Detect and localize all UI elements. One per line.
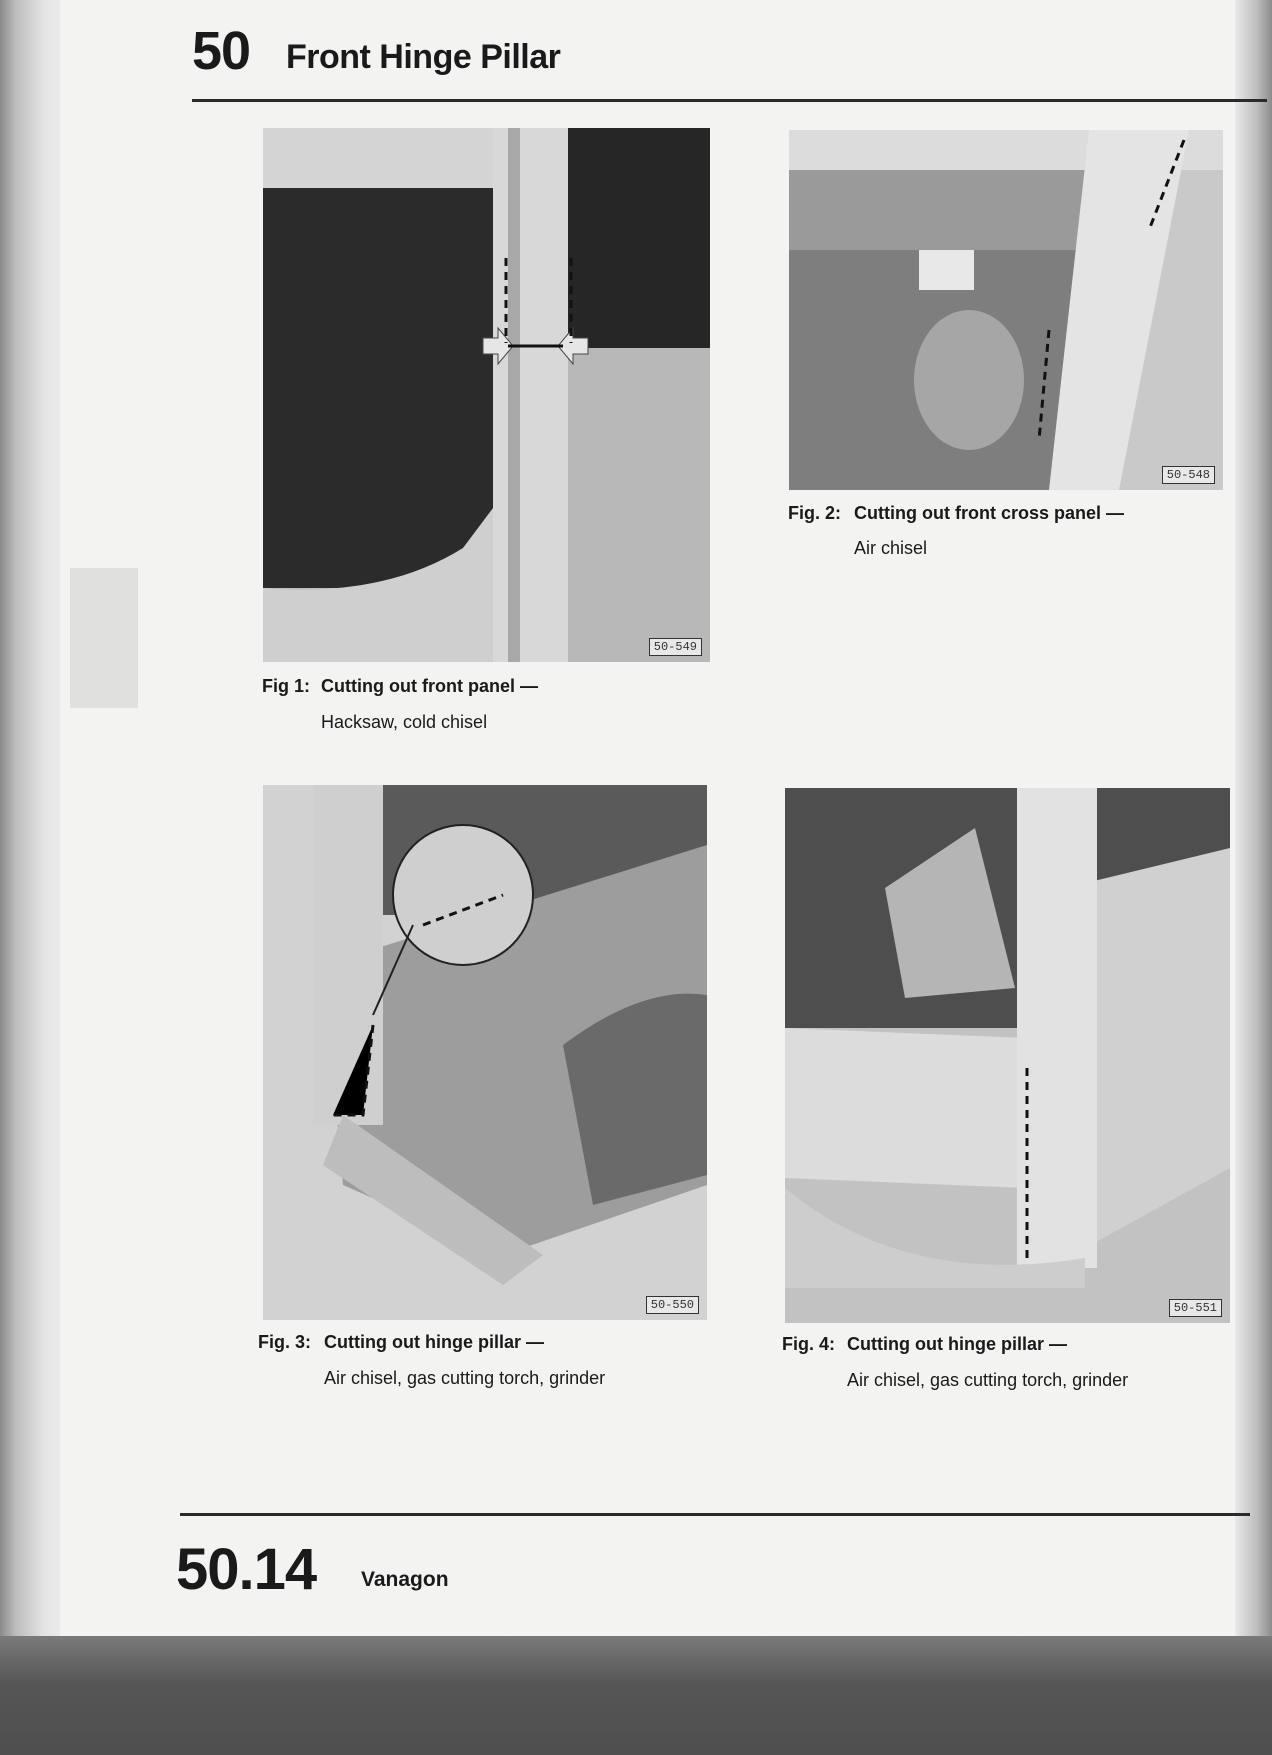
figure-3-id: 50-550 [646, 1296, 699, 1314]
chapter-number: 50 [192, 21, 251, 81]
figure-4-photo [785, 788, 1230, 1323]
thumb-index-tab [70, 568, 138, 708]
figure-3-photo [263, 785, 707, 1320]
figure-3-label: Fig. 3: [258, 1332, 311, 1352]
page-edge [1235, 0, 1272, 1640]
footer-rule [180, 1513, 1250, 1516]
figure-1-tools: Hacksaw, cold chisel [321, 712, 488, 732]
figure-2-title: Cutting out front cross panel — [854, 503, 1124, 523]
figure-2-photo [789, 130, 1223, 490]
figure-4-title: Cutting out hinge pillar — [847, 1334, 1067, 1354]
figure-3-title: Cutting out hinge pillar — [324, 1332, 544, 1352]
figure-1-photo [263, 128, 710, 662]
header-rule [192, 99, 1267, 102]
figure-2-tools: Air chisel [854, 538, 928, 558]
figure-3-tools: Air chisel, gas cutting torch, grinder [324, 1368, 606, 1388]
figure-4-tools: Air chisel, gas cutting torch, grinder [847, 1370, 1129, 1390]
model-name: Vanagon [361, 1568, 449, 1591]
figure-4-label: Fig. 4: [782, 1334, 835, 1354]
figure-2-id: 50-548 [1162, 466, 1215, 484]
figure-1-label: Fig 1: [262, 676, 310, 696]
scanner-background [0, 1636, 1272, 1755]
page-number: 50.14 [176, 1537, 317, 1602]
chapter-title: Front Hinge Pillar [286, 38, 561, 76]
figure-2-label: Fig. 2: [788, 503, 841, 523]
figure-1-id: 50-549 [649, 638, 702, 656]
figure-4-id: 50-551 [1169, 1299, 1222, 1317]
figure-1-title: Cutting out front panel — [321, 676, 538, 696]
